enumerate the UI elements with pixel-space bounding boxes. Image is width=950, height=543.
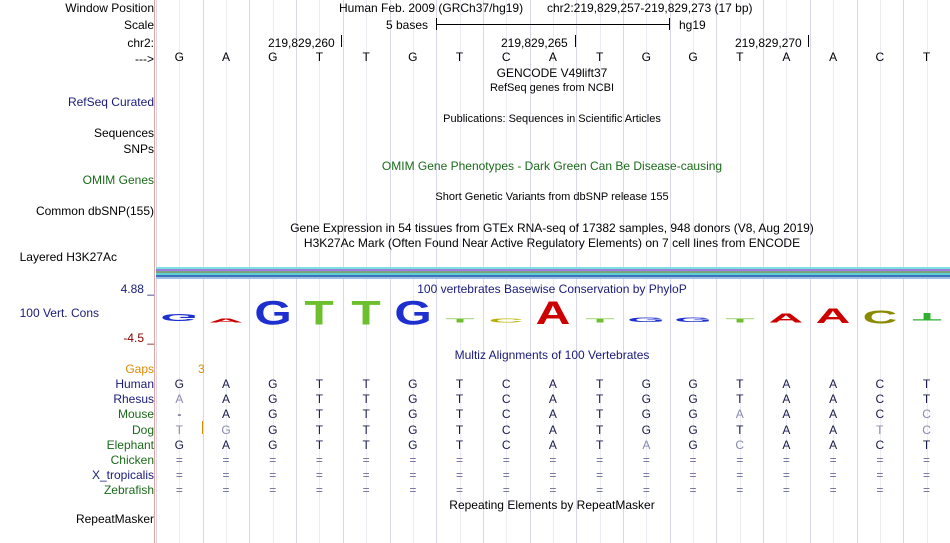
alignment-base: C: [922, 422, 931, 437]
alignment-base: =: [642, 453, 650, 467]
alignment-base: =: [782, 453, 790, 467]
alignment-base: C: [501, 422, 511, 437]
alignment-base: T: [362, 392, 370, 407]
scale-db: hg19: [679, 18, 706, 32]
repeatmasker-track-title[interactable]: Repeating Elements by RepeatMasker: [449, 498, 655, 512]
alignment-base: C: [501, 407, 511, 422]
alignment-base: A: [548, 377, 557, 391]
alignment-base: G: [641, 407, 652, 422]
alignment-base: =: [409, 468, 417, 483]
alignment-base: T: [315, 407, 324, 422]
alignment-base: C: [875, 377, 885, 391]
species-label[interactable]: Elephant: [106, 437, 154, 452]
alignment-base: T: [315, 422, 324, 437]
alignment-base: =: [175, 483, 183, 498]
conservation-letter: A: [535, 295, 571, 332]
alignment-base: G: [408, 407, 418, 422]
species-label[interactable]: Mouse: [117, 407, 154, 422]
coordinate-label-2: 219,829,265: [501, 36, 568, 50]
dbsnp-track-title[interactable]: Short Genetic Variants from dbSNP release 155: [435, 191, 669, 203]
alignment-base: =: [596, 483, 604, 498]
alignment-base: A: [548, 422, 557, 437]
alignment-base: =: [829, 453, 837, 467]
coordinate-tick-2: [575, 35, 576, 47]
multiz-track-title[interactable]: Multiz Alignments of 100 Vertebrates: [454, 348, 650, 362]
alignment-base: G: [688, 407, 698, 422]
label-omim-genes[interactable]: OMIM Genes: [82, 173, 154, 187]
alignment-base: T: [595, 422, 604, 437]
alignment-base: G: [688, 392, 698, 407]
assembly-title: Human Feb. 2009 (GRCh37/hg19): [339, 1, 524, 15]
alignment-base: T: [736, 422, 744, 437]
phylop-track-title[interactable]: 100 vertebrates Basewise Conservation by PhyloP: [417, 282, 687, 296]
species-label[interactable]: Dog: [131, 422, 154, 437]
alignment-base: =: [175, 468, 183, 483]
alignment-base: C: [922, 407, 931, 422]
alignment-base: G: [688, 422, 698, 437]
alignment-base: A: [735, 407, 744, 422]
alignment-base: G: [268, 422, 278, 437]
label-common-dbsnp[interactable]: Common dbSNP(155): [35, 204, 154, 218]
scale-bar-left-tick: [436, 18, 437, 30]
alignment-base: G: [408, 437, 418, 452]
alignment-base: T: [595, 437, 604, 452]
reference-base: G: [174, 50, 185, 64]
alignment-base: A: [548, 437, 557, 452]
alignment-base: G: [408, 392, 418, 407]
scale-bar: [436, 24, 670, 25]
alignment-base: =: [923, 483, 931, 498]
h3k27ac-track-title[interactable]: H3K27Ac Mark (Often Found Near Active Regulatory Elements) on 7 cell lines from ENCODE: [303, 236, 801, 250]
gencode-track-title[interactable]: GENCODE V49lift37: [496, 66, 608, 80]
alignment-base: =: [315, 453, 323, 467]
scale-text: 5 bases: [386, 18, 429, 32]
species-label[interactable]: X_tropicalis: [91, 468, 154, 483]
alignment-base: T: [455, 377, 464, 391]
reference-base: C: [875, 50, 885, 64]
alignment-base: =: [549, 453, 557, 467]
alignment-base: -: [177, 407, 182, 422]
conservation-letter: T: [584, 317, 615, 324]
label-gaps[interactable]: Gaps: [125, 362, 154, 376]
alignment-base: =: [409, 453, 417, 467]
alignment-base: =: [409, 483, 417, 498]
alignment-base: =: [689, 483, 697, 498]
coordinate-tick-1: [341, 35, 342, 47]
alignment-base: C: [875, 407, 885, 422]
alignment-base: A: [782, 422, 791, 437]
insertion-marker: [202, 421, 203, 434]
alignment-base: T: [362, 422, 370, 437]
alignment-base: =: [689, 468, 697, 483]
alignment-base: =: [315, 468, 323, 483]
conservation-logo: [156, 290, 950, 340]
alignment-base: =: [736, 468, 744, 483]
reference-base: G: [268, 50, 278, 64]
alignment-base: C: [501, 437, 511, 452]
reference-base: C: [501, 50, 511, 64]
coordinate-label-3: 219,829,270: [735, 36, 802, 50]
alignment-base: G: [408, 377, 418, 391]
alignment-base: A: [222, 437, 231, 452]
scale-bar-right-tick: [669, 18, 670, 30]
alignment-base: =: [362, 468, 370, 483]
publications-track-title[interactable]: Publications: Sequences in Scientific Articles: [443, 113, 661, 125]
alignment-base: T: [922, 437, 931, 452]
label-strand-arrow[interactable]: --->: [135, 52, 154, 66]
alignment-base: =: [736, 483, 744, 498]
alignment-base: =: [269, 468, 277, 483]
alignment-base: =: [456, 483, 464, 498]
alignment-base: =: [923, 453, 931, 467]
coordinate-label-1: 219,829,260: [268, 36, 335, 50]
alignment-base: T: [455, 422, 464, 437]
alignment-base: T: [736, 392, 744, 407]
label-layered-h3k27ac[interactable]: Layered H3K27Ac: [19, 250, 117, 264]
reference-base: T: [315, 50, 324, 64]
conservation-letter: T: [911, 310, 942, 323]
alignment-base: T: [175, 422, 184, 437]
conservation-letter: G: [394, 294, 432, 333]
conservation-letter: T: [351, 294, 381, 333]
alignment-base: T: [922, 392, 931, 407]
alignment-base: A: [782, 377, 791, 391]
alignment-base: =: [315, 483, 323, 498]
alignment-base: A: [829, 422, 838, 437]
alignment-base: =: [502, 483, 510, 498]
alignment-base: =: [642, 483, 650, 498]
alignment-base: =: [222, 453, 230, 467]
gap-count: 3: [198, 362, 205, 376]
conservation-letter: A: [769, 311, 804, 326]
alignment-base: A: [782, 407, 791, 422]
alignment-base: G: [174, 377, 185, 391]
alignment-base: =: [596, 468, 604, 483]
alignment-base: =: [269, 483, 277, 498]
alignment-base: T: [315, 392, 324, 407]
gtex-track-title[interactable]: Gene Expression in 54 tissues from GTEx RNA-seq of 17382 samples, 948 donors (V8, Aug 2019): [290, 221, 814, 235]
alignment-base: =: [782, 483, 790, 498]
reference-base: G: [688, 50, 698, 64]
alignment-base: A: [175, 392, 184, 407]
alignment-base: G: [641, 377, 652, 391]
alignment-base: T: [922, 377, 931, 391]
label-cons-min: -4.5 _: [123, 331, 154, 345]
alignment-base: C: [501, 377, 511, 391]
alignment-base: =: [502, 468, 510, 483]
alignment-base: T: [362, 437, 370, 452]
label-chr: chr2:: [127, 36, 154, 50]
alignment-base: G: [268, 392, 278, 407]
alignment-base: =: [502, 453, 510, 467]
alignment-base: G: [268, 407, 278, 422]
conservation-letter: G: [254, 294, 292, 333]
alignment-base: =: [876, 453, 884, 467]
conservation-letter: T: [304, 294, 335, 333]
reference-base: T: [595, 50, 604, 64]
alignment-base: T: [455, 392, 464, 407]
alignment-base: =: [829, 468, 837, 483]
reference-base: T: [362, 50, 370, 64]
alignment-base: T: [315, 377, 324, 391]
track-label-column: [0, 0, 154, 543]
alignment-base: =: [642, 468, 650, 483]
alignment-base: A: [222, 407, 231, 422]
alignment-base: A: [829, 377, 838, 391]
alignment-base: C: [735, 437, 745, 452]
reference-base: A: [548, 50, 557, 64]
conservation-letter: A: [208, 317, 244, 324]
species-label[interactable]: Zebrafish: [103, 483, 154, 498]
label-refseq-curated[interactable]: RefSeq Curated: [67, 95, 154, 109]
alignment-base: T: [455, 407, 464, 422]
species-label[interactable]: Human: [115, 377, 154, 391]
alignment-base: G: [641, 422, 652, 437]
alignment-base: =: [362, 453, 370, 467]
alignment-base: =: [175, 453, 183, 467]
alignment-base: T: [362, 407, 370, 422]
alignment-base: G: [688, 437, 698, 452]
conservation-letter: C: [488, 317, 524, 324]
alignment-base: =: [222, 468, 230, 483]
alignment-base: G: [174, 437, 185, 452]
alignment-base: =: [923, 468, 931, 483]
alignment-base: G: [268, 437, 278, 452]
reference-base: A: [782, 50, 791, 64]
alignment-base: A: [782, 392, 791, 407]
alignment-base: G: [641, 392, 652, 407]
alignment-base: A: [222, 392, 231, 407]
alignment-base: C: [501, 392, 511, 407]
reference-base: G: [408, 50, 418, 64]
alignment-base: A: [829, 392, 838, 407]
alignment-base: C: [875, 437, 885, 452]
alignment-base: G: [688, 377, 698, 391]
alignment-base: T: [736, 377, 744, 391]
reference-base: T: [922, 50, 931, 64]
label-cons-max: 4.88 _: [120, 282, 154, 296]
alignment-base: T: [595, 377, 604, 391]
alignment-base: =: [456, 453, 464, 467]
label-snps[interactable]: SNPs: [123, 142, 154, 156]
reference-base: A: [829, 50, 838, 64]
alignment-base: A: [548, 392, 557, 407]
label-100-vert-cons[interactable]: 100 Vert. Cons: [19, 306, 99, 320]
reference-base: T: [736, 50, 744, 64]
alignment-base: =: [876, 483, 884, 498]
conservation-letter: T: [725, 317, 755, 324]
alignment-base: =: [456, 468, 464, 483]
alignment-base: =: [222, 483, 230, 498]
alignment-base: A: [642, 437, 651, 452]
position-title: chr2:219,829,257-219,829,273 (17 bp): [547, 1, 753, 15]
alignment-base: =: [782, 468, 790, 483]
alignment-base: A: [829, 407, 838, 422]
alignment-base: =: [829, 483, 837, 498]
alignment-base: A: [829, 437, 838, 452]
refseq-track-subtitle[interactable]: RefSeq genes from NCBI: [489, 82, 615, 94]
coordinate-tick-3: [808, 35, 809, 47]
alignment-base: T: [595, 392, 604, 407]
alignment-base: T: [362, 377, 370, 391]
conservation-letter: A: [815, 304, 851, 329]
species-label[interactable]: Chicken: [110, 453, 154, 467]
alignment-base: T: [455, 437, 464, 452]
alignment-base: G: [408, 422, 418, 437]
alignment-base: =: [596, 453, 604, 467]
alignment-base: =: [876, 468, 884, 483]
alignment-base: T: [876, 422, 884, 437]
label-separator: [154, 0, 155, 543]
alignment-base: =: [549, 483, 557, 498]
alignment-base: =: [269, 453, 277, 467]
alignment-base: A: [222, 377, 231, 391]
omim-track-title[interactable]: OMIM Gene Phenotypes - Dark Green Can Be Disease-causing: [381, 159, 723, 173]
alignment-base: T: [315, 437, 324, 452]
label-sequences[interactable]: Sequences: [93, 126, 154, 140]
conservation-letter: G: [674, 316, 712, 324]
species-label[interactable]: Rhesus: [113, 392, 154, 407]
alignment-base: A: [782, 437, 791, 452]
alignment-base: C: [875, 392, 885, 407]
alignment-base: G: [221, 422, 231, 437]
label-scale: Scale: [123, 18, 154, 32]
conservation-letter: C: [862, 307, 898, 328]
alignment-base: T: [595, 407, 604, 422]
alignment-base: =: [736, 453, 744, 467]
label-window-position: Window Position: [65, 1, 154, 15]
label-repeatmasker[interactable]: RepeatMasker: [75, 512, 154, 526]
alignment-base: =: [689, 453, 697, 467]
h3k27ac-stripe-6: [156, 277, 950, 279]
alignment-base: =: [362, 483, 370, 498]
alignment-base: =: [549, 468, 557, 483]
alignment-base: G: [268, 377, 278, 391]
alignment-base: A: [548, 407, 557, 422]
reference-base: G: [641, 50, 652, 64]
conservation-letter: G: [627, 316, 666, 324]
conservation-letter: G: [160, 311, 199, 323]
reference-base: A: [222, 50, 231, 64]
conservation-letter: T: [444, 317, 475, 324]
reference-base: T: [455, 50, 464, 64]
